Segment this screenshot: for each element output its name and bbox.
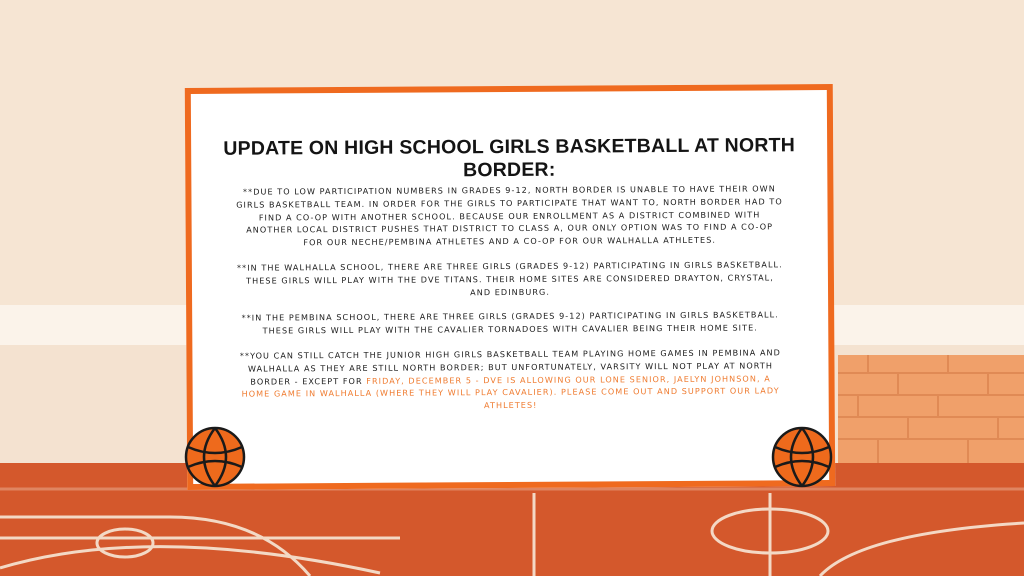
announcement-body (235, 182, 784, 425)
basketball-icon (770, 425, 834, 489)
highlight-senior-game: FRIDAY, DECEMBER 5 - DVE IS ALLOWING OUR LONE SENIOR, JAELYN JOHNSON, A HOME GAME IN WALHALLA (WHERE THEY WILL PLAY CAVALIER). PLEASE COME OUT AND SUPPORT OUR LADY ATHLETES! (241, 372, 780, 411)
announcement-title: UPDATE ON HIGH SCHOOL GIRLS BASKETBALL AT NORTH BORDER: (223, 134, 796, 182)
paragraph-pembina: **IN THE PEMBINA SCHOOL, THERE ARE THREE GIRLS (GRADES 9-12) PARTICIPATING IN GIRLS BASKETBALL. THESE GIRLS WILL PLAY WITH THE CAVALIER TORNADOES WITH CAVALIER BEING THEIR HOME SITE. (241, 309, 779, 336)
paragraph-junior-high-text: **YOU CAN STILL CATCH THE JUNIOR HIGH GIRLS BASKETBALL TEAM PLAYING HOME GAMES IN PEMBINA AND WALHALLA AS THEY ARE STILL NORTH BORDER; BUT UNFORTUNATELY, VARSITY WILL NOT PLAY AT NORTH BORDER - EXCEPT FOR (239, 347, 781, 387)
wooden-bleachers (838, 355, 1024, 463)
basketball-icon (183, 425, 247, 489)
paragraph-intro: **DUE TO LOW PARTICIPATION NUMBERS IN GRADES 9-12, NORTH BORDER IS UNABLE TO HAVE THEIR OWN GIRLS BASKETBALL TEAM. IN ORDER FOR THE GIRLS TO PARTICIPATE THAT WANT TO, NORTH BORDER HAD TO FIND A CO-OP WITH ANOTHER SCHOOL. BECAUSE OUR ENROLLMENT AS A DISTRICT COMBINED WITH ANOTHER LOCAL DISTRICT PUSHES THAT DISTRICT TO CLASS A, OUR ONLY OPTION WAS TO FIND A CO-OP FOR OUR NECHE/PEMBINA ATHLETES AND A CO-OP FOR OUR WALHALLA ATHLETES. (236, 183, 783, 248)
announcement-card (185, 84, 835, 490)
paragraph-junior-high (236, 346, 784, 413)
paragraph-walhalla: **IN THE WALHALLA SCHOOL, THERE ARE THREE GIRLS (GRADES 9-12) PARTICIPATING IN GIRLS BASKETBALL. THESE GIRLS WILL PLAY WITH THE DVE TITANS. THEIR HOME SITES ARE CONSIDERED DRAYTON, CRYSTAL, AND EDINBURG. (236, 259, 783, 297)
